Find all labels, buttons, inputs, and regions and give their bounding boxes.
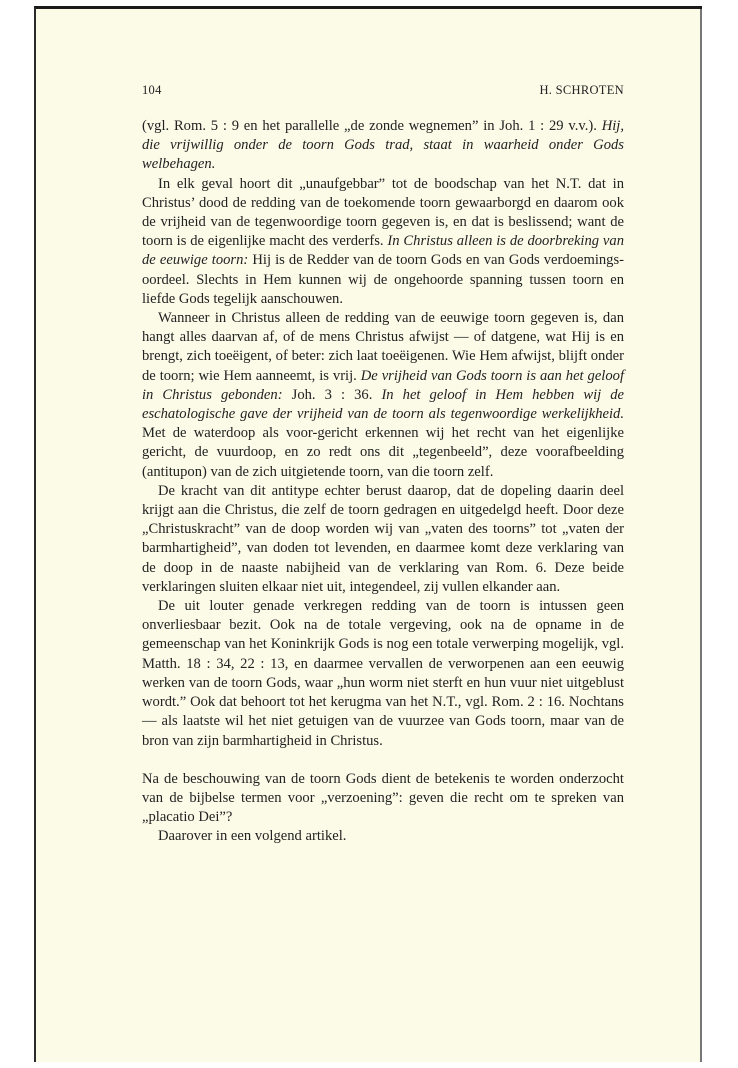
p3-text2: Joh. 3 : 36. [291,386,373,403]
p1-italic: Hij, die vrijwillig onder de toorn Gods trad, staat in waarheid onder Gods welbehagen. [142,118,624,173]
p3-text: Wanneer in Christus alleen de redding van de eeuwige toorn gegeven is, dan hangt alles daarvan af, of de mens Christus afwijst — of datgene, wat Hij is en brengt, zich toeëigent, of beter: zich laat toeëigenen. Wie Hem afwijst, blijft onder de toorn; wie Hem aanneemt, is vrij. [142,310,624,384]
p2-italic: In Christus alleen is de doorbreking van de eeuwige toorn: [142,233,624,269]
p1-text: (vgl. Rom. 5 : 9 en het parallelle „de zonde wegnemen” in Joh. 1 : 29 v.v.). [142,118,597,134]
p3-italic: De vrijheid van Gods toorn is aan het geloof in Christus gebonden: [142,367,624,403]
running-header [142,81,624,117]
document-page [34,6,702,1062]
paragraph-4: De kracht van dit antitype echter berust daarop, dat de dopeling daarin deel krijgt aan die Christus, die zelf de toorn gedragen en uitgedelgd heeft. Door deze „Christuskracht” van de doop worden wij van „vaten des toorns” tot „vaten der barmhartigheid”, van doden tot levenden, en daarmee komt deze verklaring van de doop in de naaste nabijheid van de verklaring van Rom. 6. Deze beide verklaringen sluiten elkaar niet uit, integendeel, zij vullen elkander aan. [142,482,624,595]
p2-text: In elk geval hoort dit „unaufgebbar” tot de boodschap van het N.T. dat in Christus’ dood de redding van de toekomende toorn gewaarborgd en daarom ook de vrijheid van de tegenwoordige toorn gegeven is, en dat is beslissend; want de toorn is de eigenlijke macht des verderfs. [142,175,624,250]
running-title: H. SCHROTEN [539,83,624,97]
paragraph-5: De uit louter genade verkregen redding van de toorn is intussen geen onverliesbaar bezit. Ook na de totale vergeving, ook na de opname in de gemeenschap van het Koninkrijk Gods is nog een totale verwerping mogelijk, vgl. Matth. 18 : 34, 22 : 13, en daarmee vervallen de verworpenen aan een eeuwig werken van de toorn Gods, waar „hun worm niet sterft en hun vuur niet uitgeblust wordt.” Ook dat behoort tot het kerugma van het N.T., vgl. Rom. 2 : 16. Nochtans — als laatste wil het niet getuigen van de vuurzee van Gods toorn, maar van de bron van zijn barmhartigheid in Christus. [142,598,624,749]
paragraph-1 [142,117,624,175]
page-edge-shadow [700,9,702,1062]
paragraph-3 [142,309,624,482]
section-gap [142,751,624,770]
paragraph-2 [142,175,624,309]
page-number: 104 [142,83,162,97]
p2-text2: Hij is de Redder van de toorn Gods en van Gods verdoemings-oordeel. Slechts in Hem kunnen wij de ongehoorde spanning tussen toorn en liefde Gods tegelijk aanschouwen. [142,252,625,307]
paragraph-6: Na de beschouwing van de toorn Gods dient de betekenis te worden onderzocht van de bijbelse termen voor „verzoening”: geven die recht om te spreken van „placatio Dei”? [142,770,624,826]
text-block [142,81,624,847]
paragraph-7: Daarover in een volgend artikel. [158,828,347,845]
p3-italic2: In het geloof in Hem hebben wij de eschatologische gave der vrijheid van de toorn als tegenwoordige werkelijkheid. [142,386,625,423]
p3-text3: Met de waterdoop als voor-gericht erkennen wij het recht van het eigenlijke gericht, de vuurdoop, en zo redt ons dit „tegenbeeld”, deze voorafbeelding (antitupon) van de zich uitgietende toorn, van die toorn zelf. [142,425,624,480]
